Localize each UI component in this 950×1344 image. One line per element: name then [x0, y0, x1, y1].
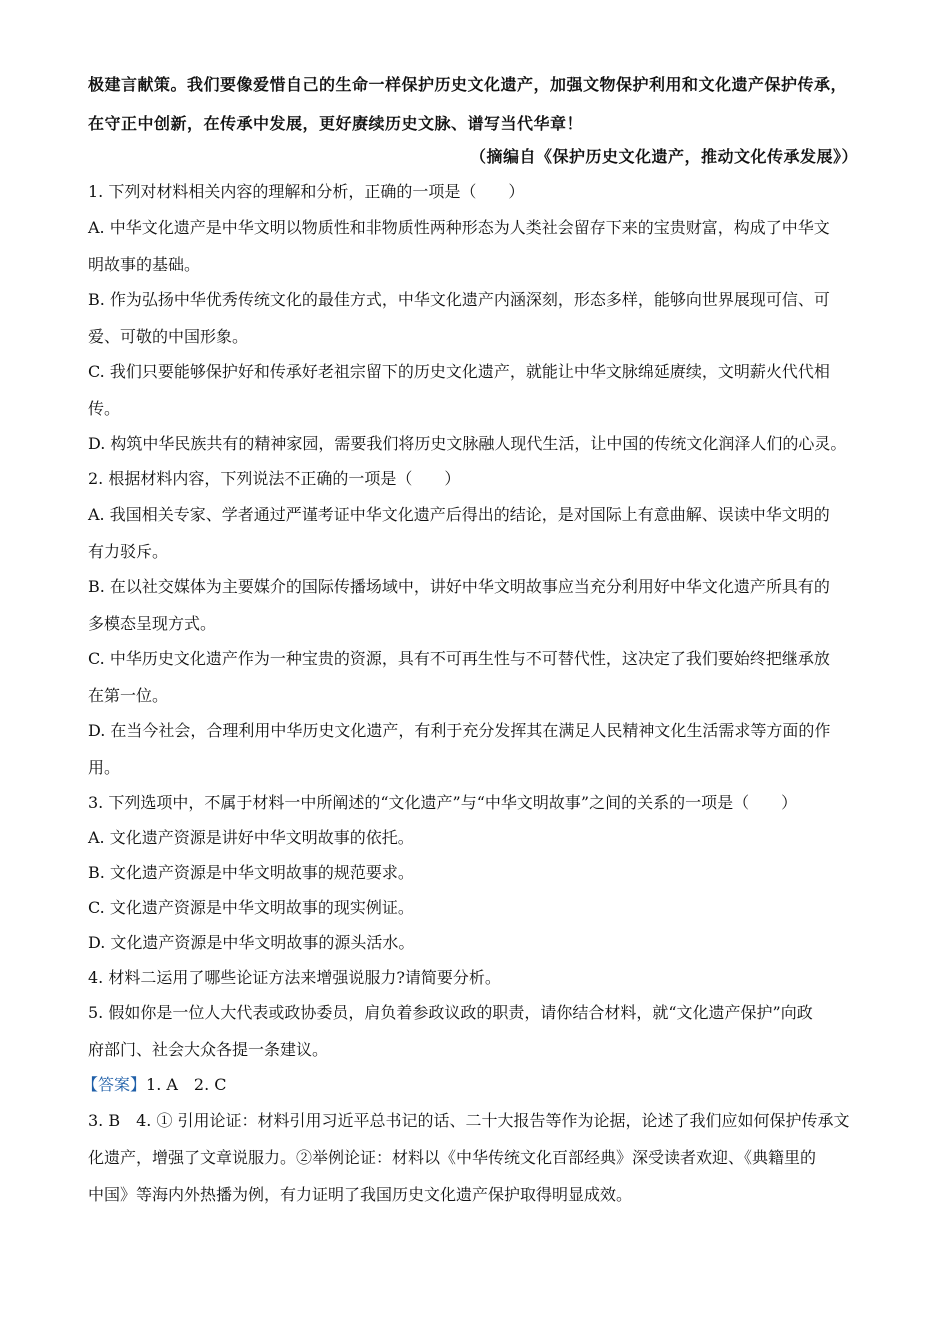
question-1-option-b: B. 作为弘扬中华优秀传统文化的最佳方式，中华文化遗产内涵深刻，形态多样，能够向世界展现可信、可 — [88, 290, 830, 309]
question-1-stem: 1. 下列对材料相关内容的理解和分析，正确的一项是（ ） — [88, 182, 525, 201]
answer-line: 3. B 4. ① 引用论证：材料引用习近平总书记的话、二十大报告等作为论据，论述了我们应如何保护传承文 — [88, 1111, 850, 1130]
question-2-option-d-cont: 用。 — [88, 758, 121, 777]
question-1-option-b-cont: 爱、可敬的中国形象。 — [88, 327, 249, 346]
question-2-option-c: C. 中华历史文化遗产作为一种宝贵的资源，具有不可再生性与不可替代性，这决定了我们要始终把继承放 — [88, 649, 830, 668]
question-3-option-b: B. 文化遗产资源是中华文明故事的规范要求。 — [88, 863, 414, 882]
answer-line: 化遗产，增强了文章说服力。②举例论证：材料以《中华传统文化百部经典》深受读者欢迎、《典籍里的 — [88, 1148, 817, 1167]
question-1-option-a: A. 中华文化遗产是中华文明以物质性和非物质性两种形态为人类社会留存下来的宝贵财富，构成了中华文 — [88, 218, 830, 237]
question-1-option-d: D. 构筑中华民族共有的精神家园，需要我们将历史文脉融人现代生活，让中国的传统文化润泽人们的心灵。 — [88, 434, 847, 453]
answer-tag: 【答案】 — [82, 1075, 147, 1094]
question-1-option-c: C. 我们只要能够保护好和传承好老祖宗留下的历史文化遗产，就能让中华文脉绵延赓续，文明薪火代代相 — [88, 362, 830, 381]
question-2-option-a: A. 我国相关专家、学者通过严谨考证中华文化遗产后得出的结论，是对国际上有意曲解、误读中华文明的 — [88, 505, 830, 524]
question-2-stem: 2. 根据材料内容，下列说法不正确的一项是（ ） — [88, 469, 461, 488]
answer-choices: 1. A 2. C — [146, 1075, 227, 1094]
question-1-option-c-cont: 传。 — [88, 399, 121, 418]
question-5-stem: 5. 假如你是一位人大代表或政协委员，肩负着参政议政的职责，请你结合材料，就“文化遗产保护”向政 — [88, 1003, 813, 1022]
intro-line: 极建言献策。我们要像爱惜自己的生命一样保护历史文化遗产，加强文物保护利用和文化遗产保护传承， — [88, 75, 848, 94]
question-5-stem-cont: 府部门、社会大众各提一条建议。 — [88, 1040, 329, 1059]
answer-line — [82, 1074, 862, 1096]
question-3-option-c: C. 文化遗产资源是中华文明故事的现实例证。 — [88, 898, 414, 917]
question-1-option-a-cont: 明故事的基础。 — [88, 255, 201, 274]
question-2-option-d: D. 在当今社会，合理利用中华历史文化遗产，有利于充分发挥其在满足人民精神文化生活需求等方面的作 — [88, 721, 831, 740]
answer-line: 中国》等海内外热播为例，有力证明了我国历史文化遗产保护取得明显成效。 — [88, 1185, 633, 1204]
question-2-option-b-cont: 多模态呈现方式。 — [88, 614, 217, 633]
question-4-stem: 4. 材料二运用了哪些论证方法来增强说服力?请简要分析。 — [88, 968, 501, 987]
question-3-option-a: A. 文化遗产资源是讲好中华文明故事的依托。 — [88, 828, 414, 847]
question-2-option-a-cont: 有力驳斥。 — [88, 542, 169, 561]
question-2-option-b: B. 在以社交媒体为主要媒介的国际传播场域中，讲好中华文明故事应当充分利用好中华文化遗产所具有的 — [88, 577, 830, 596]
source-citation: （摘编自《保护历史文化遗产，推动文化传承发展》） — [469, 147, 858, 166]
question-2-option-c-cont: 在第一位。 — [88, 686, 169, 705]
question-3-stem: 3. 下列选项中，不属于材料一中所阐述的“文化遗产”与“中华文明故事”之间的关系的一项是（ ） — [88, 793, 798, 812]
question-3-option-d: D. 文化遗产资源是中华文明故事的源头活水。 — [88, 933, 415, 952]
intro-line: 在守正中创新，在传承中发展，更好赓续历史文脉、谱写当代华章！ — [88, 114, 584, 133]
